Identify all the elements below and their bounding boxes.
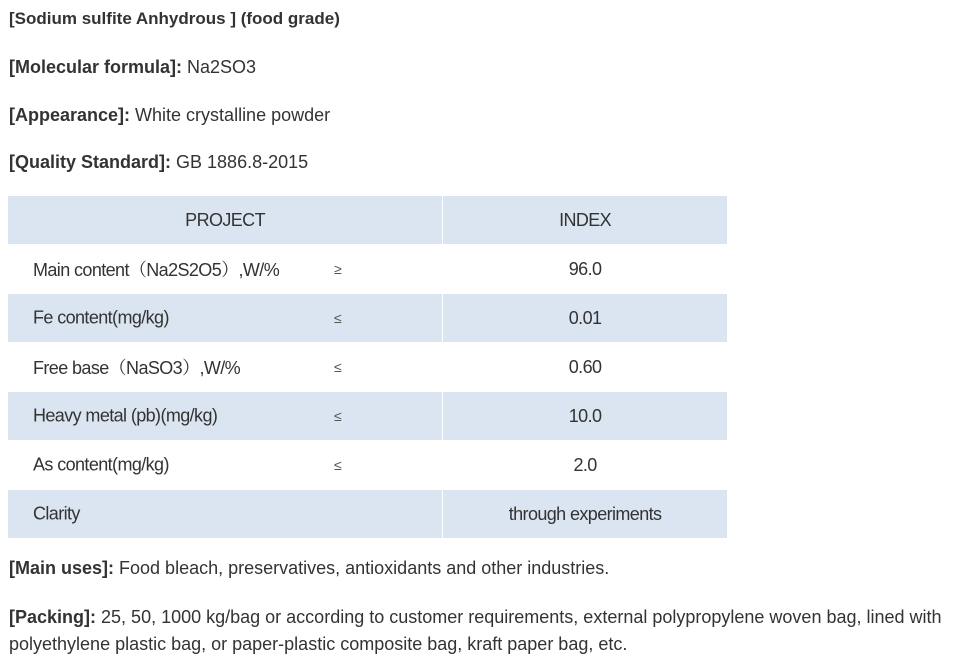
table-row (8, 294, 728, 343)
table-header-row (8, 196, 728, 245)
index-value: 0.60 (443, 343, 728, 392)
item-name: Main content（Na2S2O5）,W/% (33, 260, 280, 280)
index-value: 10.0 (443, 392, 728, 441)
project-cell (8, 441, 443, 490)
table-row (8, 392, 728, 441)
packing-paragraph (9, 604, 954, 658)
molecular-formula-line (9, 57, 256, 78)
table-row (8, 245, 728, 294)
item-name: As content(mg/kg) (33, 454, 169, 475)
header-project: PROJECT (8, 196, 443, 245)
project-cell (8, 343, 443, 392)
table-row (8, 490, 728, 539)
quality-standard-label: [Quality Standard]: (9, 152, 172, 172)
packing-value: 25, 50, 1000 kg/bag or according to customer requirements, external polypropylene woven bag, lined with polyethylene plastic bag, or paper-plastic composite bag, kraft paper bag, etc. (9, 607, 942, 654)
comparison-operator: ≤ (334, 359, 342, 375)
quality-standard-value: GB 1886.8-2015 (176, 152, 309, 172)
main-uses-label: [Main uses]: (9, 558, 115, 578)
index-value: through experiments (443, 490, 728, 539)
specification-table (8, 196, 728, 539)
index-value: 96.0 (443, 245, 728, 294)
comparison-operator: ≤ (334, 408, 342, 424)
index-value: 2.0 (443, 441, 728, 490)
item-name: Heavy metal (pb)(mg/kg) (33, 405, 218, 426)
table-row (8, 343, 728, 392)
header-index: INDEX (443, 196, 728, 245)
packing-label: [Packing]: (9, 607, 97, 627)
comparison-operator: ≥ (334, 261, 342, 277)
item-name: Free base（NaSO3）,W/% (33, 358, 241, 378)
molecular-formula-value: Na2SO3 (187, 57, 257, 77)
comparison-operator: ≤ (334, 310, 342, 326)
project-cell (8, 294, 443, 343)
appearance-value: White crystalline powder (135, 105, 331, 125)
table-row (8, 441, 728, 490)
product-title: [Sodium sulfite Anhydrous ] (food grade) (9, 9, 340, 28)
main-uses-value: Food bleach, preservatives, antioxidants and other industries. (119, 558, 610, 578)
main-uses-line (9, 558, 609, 579)
item-name: Clarity (33, 503, 80, 524)
index-value: 0.01 (443, 294, 728, 343)
item-name: Fe content(mg/kg) (33, 307, 169, 328)
appearance-line (9, 105, 330, 126)
molecular-formula-label: [Molecular formula]: (9, 57, 183, 77)
quality-standard-line (9, 152, 308, 173)
project-cell (8, 490, 443, 539)
appearance-label: [Appearance]: (9, 105, 131, 125)
comparison-operator: ≤ (334, 457, 342, 473)
project-cell (8, 392, 443, 441)
project-cell (8, 245, 443, 294)
